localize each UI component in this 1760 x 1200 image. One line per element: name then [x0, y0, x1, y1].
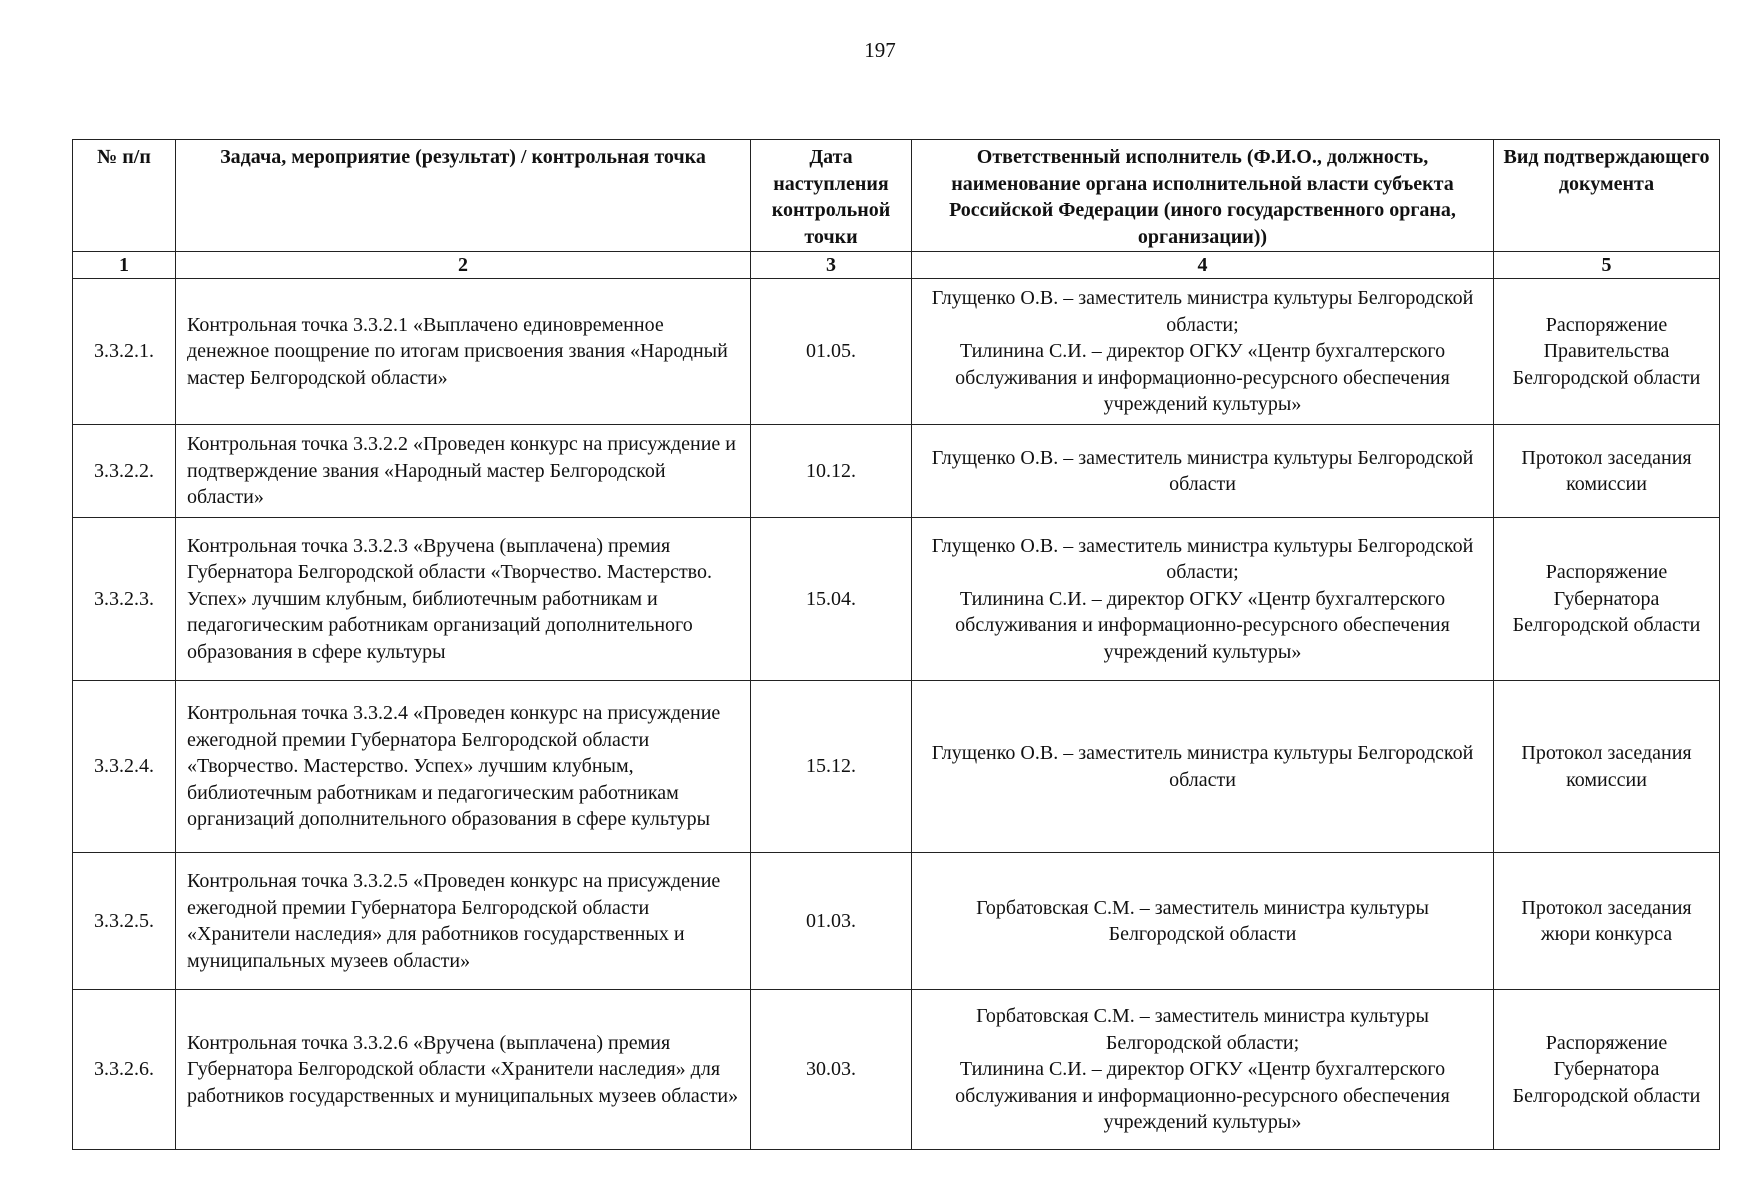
date-cell: 10.12. [751, 425, 912, 518]
row-number: 3.3.2.2. [73, 425, 176, 518]
responsible-person: Глущенко О.В. – заместитель министра культуры Белгородской области; [931, 534, 1474, 584]
row-number: 3.3.2.6. [73, 990, 176, 1150]
column-number-row [73, 252, 1720, 279]
date-cell: 01.03. [751, 853, 912, 990]
page-number: 197 [864, 38, 896, 62]
responsible-person: Тилинина С.И. – директор ОГКУ «Центр бухгалтерского обслуживания и информационно-ресурсного обеспечения учреждений культуры» [955, 587, 1450, 663]
responsible-person: Горбатовская С.М. – заместитель министра культуры Белгородской области [976, 896, 1429, 945]
header-task: Задача, мероприятие (результат) / контрольная точка [176, 140, 751, 252]
responsible-cell [912, 681, 1494, 853]
column-number: 3 [751, 252, 912, 279]
document-cell: Протокол заседания жюри конкурса [1494, 853, 1720, 990]
control-points-table-container [72, 139, 1719, 1150]
table-row [73, 518, 1720, 681]
row-number: 3.3.2.3. [73, 518, 176, 681]
responsible-person: Тилинина С.И. – директор ОГКУ «Центр бухгалтерского обслуживания и информационно-ресурсного обеспечения учреждений культуры» [955, 1058, 1450, 1134]
responsible-cell [912, 518, 1494, 681]
responsible-cell [912, 853, 1494, 990]
table-row [73, 681, 1720, 853]
responsible-person: Глущенко О.В. – заместитель министра культуры Белгородской области; [931, 287, 1474, 336]
date-cell: 15.12. [751, 681, 912, 853]
date-cell: 15.04. [751, 518, 912, 681]
document-cell: Распоряжение Правительства Белгородской области [1494, 279, 1720, 425]
task-cell: Контрольная точка 3.3.2.2 «Проведен конкурс на присуждение и подтверждение звания «Народный мастер Белгородской области» [176, 425, 751, 518]
column-number: 2 [176, 252, 751, 279]
date-cell: 01.05. [751, 279, 912, 425]
header-number: № п/п [73, 140, 176, 252]
table-row [73, 853, 1720, 990]
document-cell: Распоряжение Губернатора Белгородской области [1494, 990, 1720, 1150]
row-number: 3.3.2.4. [73, 681, 176, 853]
table-row [73, 279, 1720, 425]
task-cell: Контрольная точка 3.3.2.5 «Проведен конкурс на присуждение ежегодной премии Губернатора Белгородской области «Хранители наследия» для работников государственных и муниципальных музеев области» [176, 853, 751, 990]
responsible-person: Горбатовская С.М. – заместитель министра культуры Белгородской области; [976, 1005, 1429, 1054]
header-date: Дата наступления контрольной точки [751, 140, 912, 252]
row-number: 3.3.2.1. [73, 279, 176, 425]
table-row [73, 425, 1720, 518]
header-document: Вид подтверждающего документа [1494, 140, 1720, 252]
task-cell: Контрольная точка 3.3.2.1 «Выплачено единовременное денежное поощрение по итогам присвоения звания «Народный мастер Белгородской области» [176, 279, 751, 425]
column-number: 4 [912, 252, 1494, 279]
table-row [73, 990, 1720, 1150]
document-cell: Протокол заседания комиссии [1494, 681, 1720, 853]
header-row [73, 140, 1720, 252]
responsible-person: Тилинина С.И. – директор ОГКУ «Центр бухгалтерского обслуживания и информационно-ресурсного обеспечения учреждений культуры» [955, 340, 1450, 416]
responsible-cell [912, 425, 1494, 518]
responsible-person: Глущенко О.В. – заместитель министра культуры Белгородской области [931, 742, 1474, 791]
column-number: 5 [1494, 252, 1720, 279]
responsible-cell [912, 279, 1494, 425]
row-number: 3.3.2.5. [73, 853, 176, 990]
date-cell: 30.03. [751, 990, 912, 1150]
control-points-table [72, 139, 1720, 1150]
task-cell: Контрольная точка 3.3.2.4 «Проведен конкурс на присуждение ежегодной премии Губернатора Белгородской области «Творчество. Мастерство. Успех» лучшим клубным, библиотечным работникам и педагогическим работникам организаций дополнительного образования в сфере культуры [176, 681, 751, 853]
document-cell: Распоряжение Губернатора Белгородской области [1494, 518, 1720, 681]
responsible-cell [912, 990, 1494, 1150]
task-cell: Контрольная точка 3.3.2.6 «Вручена (выплачена) премия Губернатора Белгородской области «Хранители наследия» для работников государственных и муниципальных музеев области» [176, 990, 751, 1150]
column-number: 1 [73, 252, 176, 279]
task-cell: Контрольная точка 3.3.2.3 «Вручена (выплачена) премия Губернатора Белгородской области «Творчество. Мастерство. Успех» лучшим клубным, библиотечным работникам и педагогическим работникам организаций дополнительного образования в сфере культуры [176, 518, 751, 681]
responsible-person: Глущенко О.В. – заместитель министра культуры Белгородской области [931, 446, 1474, 495]
document-cell: Протокол заседания комиссии [1494, 425, 1720, 518]
header-responsible: Ответственный исполнитель (Ф.И.О., должность, наименование органа исполнительной власти субъекта Российской Федерации (иного государственного органа, организации)) [912, 140, 1494, 252]
